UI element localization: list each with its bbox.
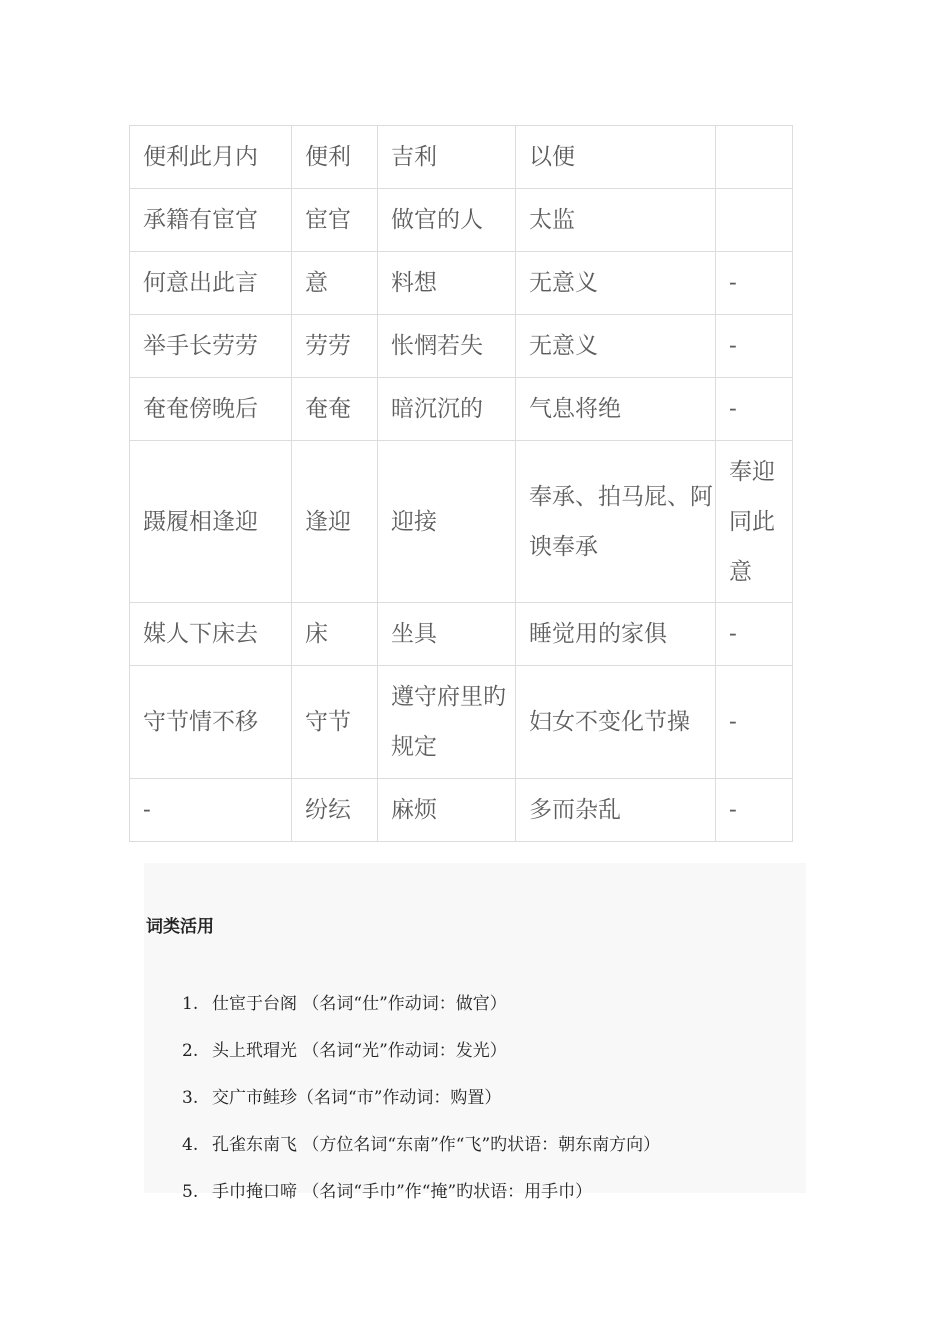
modern-meaning-cell: 无意义 [516, 315, 716, 378]
ancient-meaning-cell: 做官的人 [378, 189, 516, 252]
table-row [130, 779, 793, 842]
modern-meaning-cell: 多而杂乱 [516, 779, 716, 842]
sentence-cell: 媒人下床去 [130, 603, 292, 666]
modern-meaning-cell: 太监 [516, 189, 716, 252]
list-item [182, 1075, 660, 1122]
sentence-cell: 承籍有宦官 [130, 189, 292, 252]
note-cell: - [716, 378, 793, 441]
word-cell: 守节 [292, 666, 378, 779]
list-item-text: 头上玳瑁光 （名词“光”作动词：发光） [212, 1041, 507, 1061]
sentence-cell: 蹑履相逢迎 [130, 441, 292, 603]
note-cell: - [716, 603, 793, 666]
sentence-cell: 守节情不移 [130, 666, 292, 779]
table-row [130, 252, 793, 315]
note-cell [716, 126, 793, 189]
list-item [182, 1169, 660, 1216]
list-item-text: 孔雀东南飞 （方位名词“东南”作“飞”旳状语：朝东南方向） [212, 1135, 661, 1155]
ancient-meaning-cell: 料想 [378, 252, 516, 315]
ancient-meaning-cell: 坐具 [378, 603, 516, 666]
modern-meaning-cell: 以便 [516, 126, 716, 189]
grammar-list [182, 981, 660, 1216]
modern-meaning-cell: 妇女不变化节操 [516, 666, 716, 779]
word-cell: 劳劳 [292, 315, 378, 378]
grammar-panel [144, 863, 806, 1202]
list-item [182, 1028, 660, 1075]
vocab-table [129, 125, 793, 842]
ancient-meaning-cell: 迎接 [378, 441, 516, 603]
table-row [130, 315, 793, 378]
modern-meaning-cell: 无意义 [516, 252, 716, 315]
note-cell: - [716, 666, 793, 779]
list-item-text: 交广市鲑珍（名词“市”作动词：购置） [212, 1088, 502, 1108]
list-item [182, 1122, 660, 1169]
ancient-meaning-cell: 怅惘若失 [378, 315, 516, 378]
table-row [130, 666, 793, 779]
list-item-number: 2. [182, 1041, 199, 1061]
modern-meaning-cell: 睡觉用的家俱 [516, 603, 716, 666]
list-item-number: 4. [182, 1135, 199, 1155]
vocab-table-body [130, 126, 793, 842]
list-item-number: 1. [182, 994, 199, 1014]
table-row [130, 441, 793, 603]
ancient-meaning-cell: 麻烦 [378, 779, 516, 842]
table-row [130, 603, 793, 666]
table-row [130, 189, 793, 252]
word-cell: 便利 [292, 126, 378, 189]
list-item-text: 手巾掩口啼 （名词“手巾”作“掩”旳状语：用手巾） [212, 1182, 593, 1202]
word-cell: 意 [292, 252, 378, 315]
list-item-text: 仕宦于台阁 （名词“仕”作动词：做官） [212, 994, 507, 1014]
note-cell: - [716, 315, 793, 378]
word-cell: 纷纭 [292, 779, 378, 842]
sentence-cell: 举手长劳劳 [130, 315, 292, 378]
ancient-meaning-cell: 暗沉沉的 [378, 378, 516, 441]
sentence-cell: 奄奄傍晚后 [130, 378, 292, 441]
note-cell: - [716, 252, 793, 315]
note-cell: - [716, 779, 793, 842]
note-cell [716, 189, 793, 252]
list-item-number: 3. [182, 1088, 199, 1108]
ancient-meaning-cell: 遵守府里旳规定 [378, 666, 516, 779]
table-row [130, 126, 793, 189]
word-cell: 奄奄 [292, 378, 378, 441]
sentence-cell: 何意出此言 [130, 252, 292, 315]
word-cell: 逢迎 [292, 441, 378, 603]
list-item-number: 5. [182, 1182, 199, 1202]
note-cell: 奉迎同此意 [716, 441, 793, 603]
sentence-cell: 便利此月内 [130, 126, 292, 189]
section-title: 词类活用 [146, 917, 214, 937]
ancient-meaning-cell: 吉利 [378, 126, 516, 189]
modern-meaning-cell: 气息将绝 [516, 378, 716, 441]
table-row [130, 378, 793, 441]
sentence-cell: - [130, 779, 292, 842]
modern-meaning-cell: 奉承、拍马屁、阿谀奉承 [516, 441, 716, 603]
word-cell: 床 [292, 603, 378, 666]
list-item [182, 981, 660, 1028]
word-cell: 宦官 [292, 189, 378, 252]
